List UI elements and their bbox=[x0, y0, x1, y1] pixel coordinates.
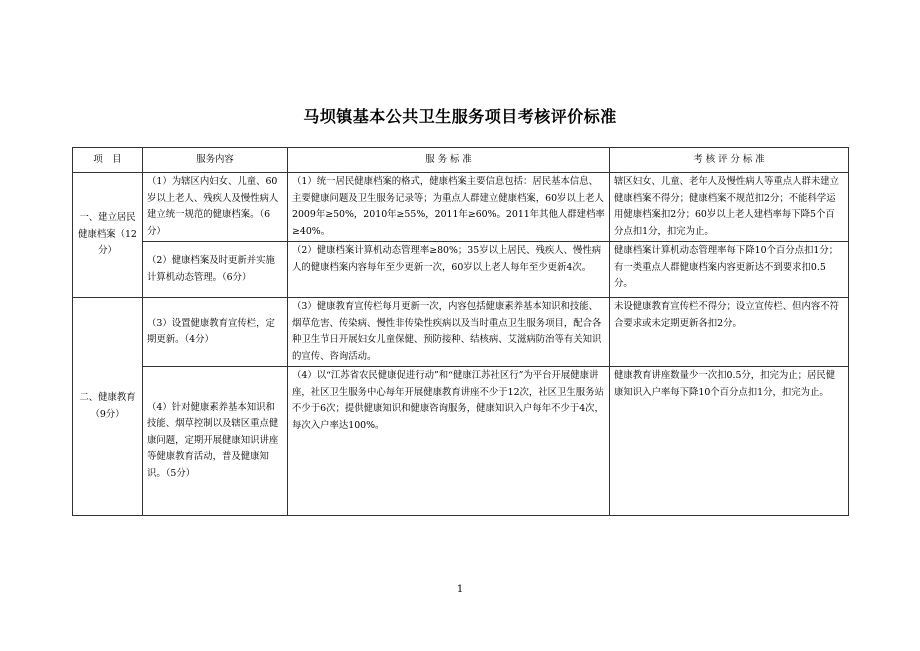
scoring-standard-cell: 健康档案计算机动态管理率每下降10个百分点扣1分；有一类重点人群健康档案内容更新达不到要求扣0.5分。 bbox=[610, 242, 849, 298]
table-header-row bbox=[73, 148, 849, 173]
header-scoring-standard: 考 核 评 分 标 准 bbox=[610, 148, 849, 173]
page-title: 马坝镇基本公共卫生服务项目考核评价标准 bbox=[303, 107, 617, 126]
section-item-health-records: 一、建立居民健康档案（12分） bbox=[73, 173, 143, 298]
table-row bbox=[73, 367, 849, 516]
section-item-health-education: 二、健康教育（9分） bbox=[73, 298, 143, 516]
page-number: 1 bbox=[456, 584, 464, 595]
assessment-table bbox=[72, 147, 849, 516]
header-service-content: 服务内容 bbox=[143, 148, 288, 173]
header-service-standard: 服 务 标 准 bbox=[288, 148, 610, 173]
service-content-cell: （3）设置健康教育宣传栏，定期更新。（4分） bbox=[143, 298, 288, 367]
table-row bbox=[73, 173, 849, 242]
table-row bbox=[73, 242, 849, 298]
scoring-standard-cell: 辖区妇女、儿童、老年人及慢性病人等重点人群未建立健康档案不得分；健康档案不规范扣2分；不能科学运用健康档案扣2分；60岁以上老人建档率每下降5个百分点扣1分，扣完为止。 bbox=[610, 173, 849, 242]
table-row bbox=[73, 298, 849, 367]
service-standard-cell: （4）以“江苏省农民健康促进行动”和“健康江苏社区行”为平台开展健康讲座，社区卫生服务中心每年开展健康教育讲座不少于12次，社区卫生服务站不少于6次；提供健康知识和健康咨询服务，健康知识入户每年不少于4次，每次入户率达100%。 bbox=[288, 367, 610, 516]
service-content-cell: （4）针对健康素养基本知识和技能、烟草控制以及辖区重点健康问题，定期开展健康知识讲座等健康教育活动，普及健康知识。（5分） bbox=[143, 367, 288, 516]
service-standard-cell: （2）健康档案计算机动态管理率≥80%；35岁以上居民、残疾人、慢性病人的健康档案内容每年至少更新一次，60岁以上老人每年至少更新4次。 bbox=[288, 242, 610, 298]
service-standard-cell: （3）健康教育宣传栏每月更新一次，内容包括健康素养基本知识和技能、烟草危害、传染病、慢性非传染性疾病以及当时重点卫生服务项目，配合各种卫生节日开展妇女儿童保健、预防接种、结核病、艾滋病防治等有关知识的宣传、咨询活动。 bbox=[288, 298, 610, 367]
service-content-cell: （1）为辖区内妇女、儿童、60岁以上老人、残疾人及慢性病人建立统一规范的健康档案。（6分） bbox=[143, 173, 288, 242]
scoring-standard-cell: 健康教育讲座数量少一次扣0.5分，扣完为止；居民健康知识入户率每下降10个百分点扣1分，扣完为止。 bbox=[610, 367, 849, 516]
header-item: 项 目 bbox=[73, 148, 143, 173]
service-content-cell: （2）健康档案及时更新并实施计算机动态管理。（6分） bbox=[143, 242, 288, 298]
service-standard-cell: （1）统一居民健康档案的格式，健康档案主要信息包括：居民基本信息、主要健康问题及卫生服务记录等；为重点人群建立健康档案，60岁以上老人2009年≥50%，2010年≥55%，2011年≥60%。2011年其他人群建档率≥40%。 bbox=[288, 173, 610, 242]
scoring-standard-cell: 未设健康教育宣传栏不得分；设立宣传栏、但内容不符合要求或未定期更新各扣2分。 bbox=[610, 298, 849, 367]
